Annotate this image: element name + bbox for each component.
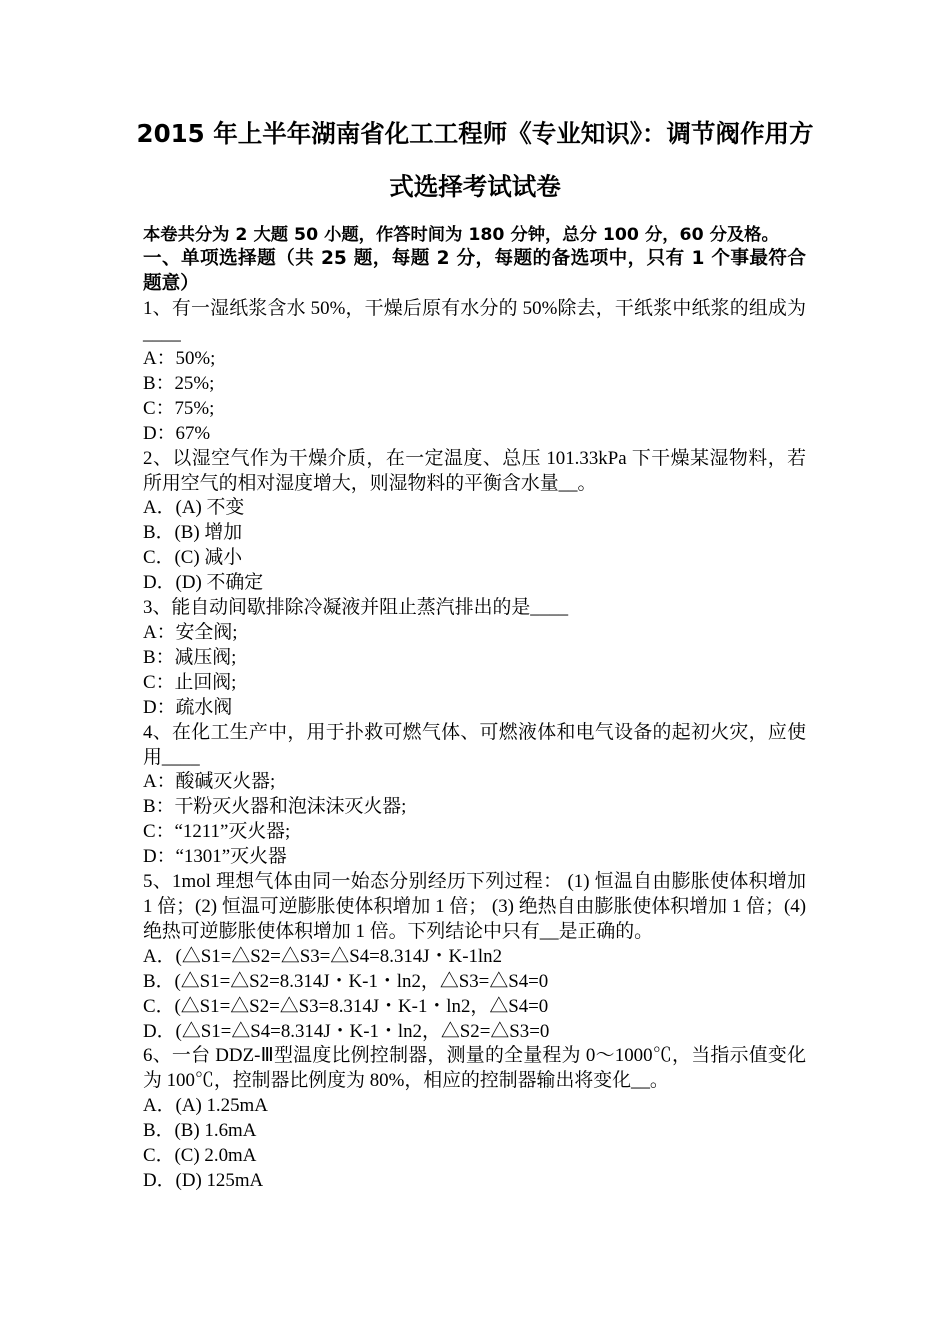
question-2 (143, 447, 806, 596)
option-c: C：75%; (143, 397, 215, 419)
option-a: A．(A) 1.25mA (143, 1095, 268, 1117)
option-b: B：减压阀; (143, 646, 237, 668)
option-d: D：“1301”灭火器 (143, 846, 287, 868)
option-c: C．(△S1=△S2=△S3=8.314J・K-1・ln2，△S4=0 (143, 995, 549, 1017)
option-b: B．(△S1=△S2=8.314J・K-1・ln2，△S3=△S4=0 (143, 970, 549, 992)
option-a: A：安全阀; (143, 622, 238, 643)
option-b: B．(B) 增加 (143, 522, 243, 544)
question-stem: 1、有一湿纸浆含水 50%，干燥后原有水分的 50%除去，干纸浆中纸浆的组成为____ (143, 298, 806, 345)
question-3 (143, 596, 806, 721)
question-stem: 5、1mol 理想气体由同一始态分别经历下列过程： (1) 恒温自由膨胀使体积增加 1 倍；(2) 恒温可逆膨胀使体积增加 1 倍； (3) 绝热自由膨胀使体积增加 1 倍；(4) 绝热可逆膨胀使体积增加 1 倍。下列结论中只有__是正确的。 (143, 871, 806, 942)
option-b: B：25%; (143, 372, 215, 394)
option-a: A：50%; (143, 348, 216, 370)
exam-body (143, 223, 806, 1194)
option-a: A：酸碱灭火器; (143, 771, 276, 793)
question-5 (143, 870, 806, 1044)
option-d: D．(D) 125mA (143, 1169, 264, 1191)
question-1 (143, 297, 806, 446)
option-d: D：67% (143, 422, 211, 444)
section-heading: 一、单项选择题（共 25 题，每题 2 分，每题的备选项中，只有 1 个事最符合题意） (143, 248, 806, 295)
option-b: B．(B) 1.6mA (143, 1120, 257, 1142)
option-c: C：止回阀; (143, 671, 237, 693)
document-title: 2015 年上半年湖南省化工工程师《专业知识》：调节阀作用方式选择考试试卷 (136, 119, 814, 201)
option-d: D．(△S1=△S4=8.314J・K-1・ln2，△S2=△S3=0 (143, 1020, 550, 1042)
question-stem: 2、以湿空气作为干燥介质，在一定温度、总压 101.33kPa 下干燥某湿物料，若所用空气的相对湿度增大，则湿物料的平衡含水量__。 (143, 447, 806, 494)
question-stem: 6、一台 DDZ-Ⅲ型温度比例控制器，测量的全量程为 0～1000℃，当指示值变化为 100℃，控制器比例度为 80%，相应的控制器输出将变化__。 (143, 1045, 806, 1092)
question-stem: 3、能自动间歇排除冷凝液并阻止蒸汽排出的是____ (143, 597, 569, 619)
question-stem: 4、在化工生产中，用于扑救可燃气体、可燃液体和电气设备的起初火灾，应使用____ (143, 721, 806, 768)
exam-instructions: 本卷共分为 2 大题 50 小题，作答时间为 180 分钟，总分 100 分，60 分及格。 (143, 224, 779, 245)
question-6 (143, 1044, 806, 1193)
question-4 (143, 721, 806, 870)
option-c: C：“1211”灭火器; (143, 821, 291, 843)
option-d: D．(D) 不确定 (143, 572, 264, 594)
option-a: A．(A) 不变 (143, 497, 245, 519)
option-c: C．(C) 2.0mA (143, 1145, 257, 1167)
option-a: A．(△S1=△S2=△S3=△S4=8.314J・K-1ln2 (143, 945, 503, 967)
option-d: D：疏水阀 (143, 696, 233, 718)
option-b: B：干粉灭火器和泡沫沫灭火器; (143, 796, 407, 818)
option-c: C．(C) 减小 (143, 547, 243, 569)
